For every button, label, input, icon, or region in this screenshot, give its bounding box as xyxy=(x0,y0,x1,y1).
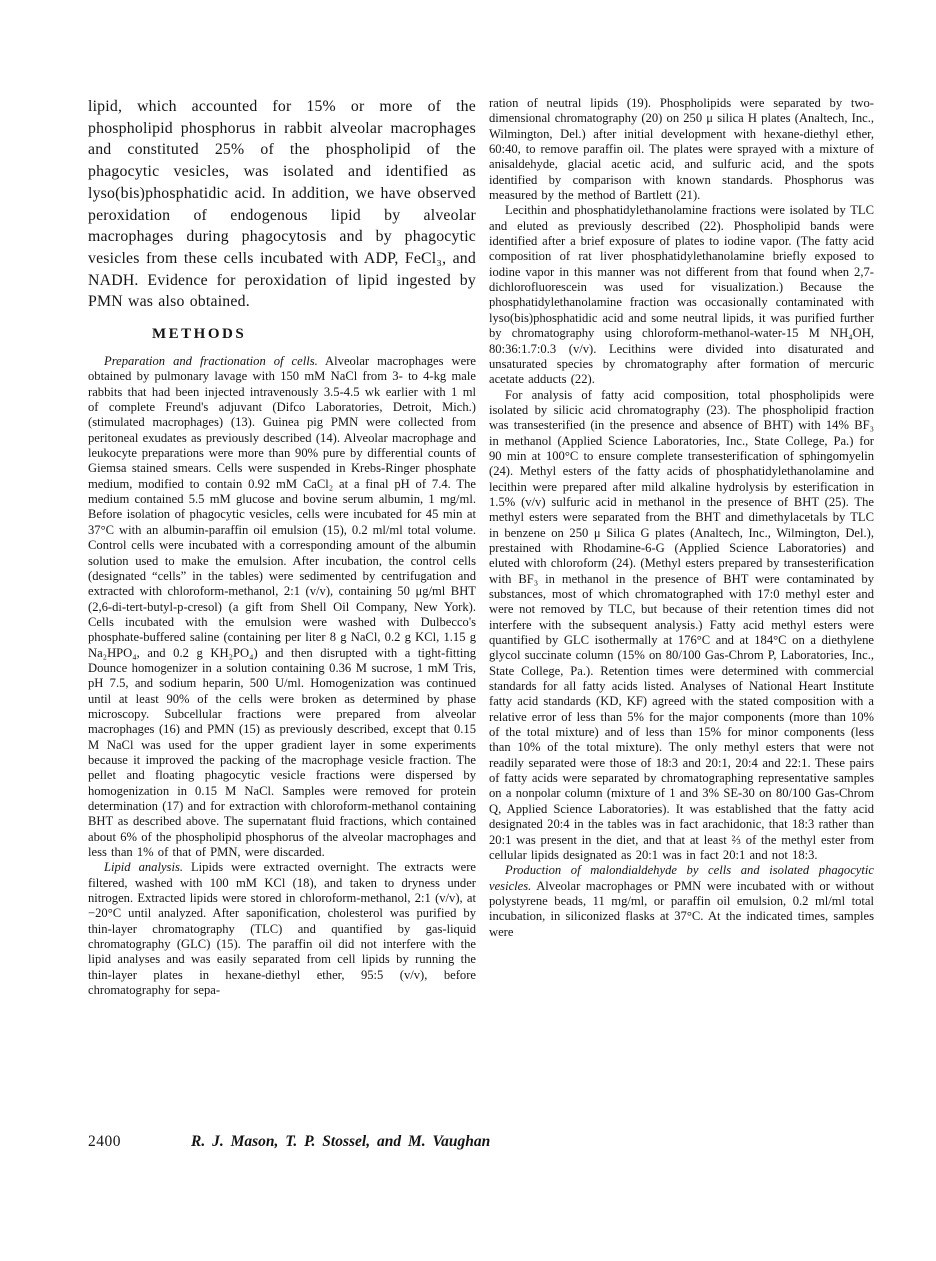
section-heading-methods: METHODS xyxy=(152,326,247,343)
left-column xyxy=(88,96,476,998)
abstract-continuation-paragraph: lipid, which accounted for 15% or more of the phospholipid phosphorus in rabbit alveolar macrophages and constituted 25% of the phospholipid of the phagocytic vesicles, was isolated and identified as lyso(bis)phosphatidic acid. In addition, we have observed peroxidation of endogenous lipid by alveolar macrophages during phagocytosis and by phagocytic vesicles from these cells incubated with ADP, FeCl₃, and NADH. Evidence for peroxidation of lipid ingested by PMN was also obtained. xyxy=(88,98,476,311)
paragraph-text: Alveolar macrophages were obtained by pulmonary lavage with 150 mM NaCl from 3- to 4-kg male rabbits that had been injected intravenously 3.5-4.5 wk earlier with 1 ml of complete Freund's adjuvant (Difco Laboratories, Detroit, Mich.) (stimulated macrophages) (13). Guinea pig PMN were collected from peritoneal exudates as previously described (14). Alveolar macrophage and leukocyte preparations were more than 90% pure by differential counts of Giemsa stained smears. Cells were suspended in Krebs-Ringer phosphate medium, modified to contain 0.92 mM CaCl₂ at a final pH of 7.4. The medium contained 5.5 mM glucose and bovine serum albumin, 1 mg/ml. Before isolation of phagocytic vesicles, cells were incubated for 45 min at 37°C with an albumin-paraffin oil emulsion (15), 0.2 ml/ml total volume. Control cells were incubated with a corresponding amount of the albumin solution used to make the emulsion. After incubation, the control cells (designated “cells” in the tables) were sedimented by centrifugation and extracted with chloroform-methanol, 2:1 (v/v), containing 50 μg/ml BHT (2,6-di-tert-butyl-p-cresol) (a gift from Shell Oil Company, New York). Cells incubated with the emulsion were washed with Dulbecco's phosphate-buffered saline (containing per liter 8 g NaCl, 0.2 g KCl, 1.15 g Na₂HPO₄, and 0.2 g KH₂PO₄) and then disrupted with a tight-fitting Dounce homogenizer in a solution containing 0.36 M sucrose, 1 mM Tris, pH 7.5, and sodium heparin, 500 U/ml. Homogenization was continued until at least 90% of the cells were broken as determined by phase microscopy. Subcellular fractions were prepared from alveolar macrophages (16) and PMN (15) as previously described, except that 0.15 M NaCl was used for the upper gradient layer in some experiments because it improved the packing of the macrophage vesicle fraction. The pellet and floating phagocytic vesicle fractions were dispersed by homogenization in 0.15 M NaCl. Samples were removed for protein determination (17) and for extraction with chloroform-methanol containing BHT as described above. The supernatant fluid fractions, which contained about 6% of the phospholipid phosphorus of the alveolar macrophages and less than 1% of that of PMN, were discarded. xyxy=(88,354,476,860)
page-number: 2400 xyxy=(88,1133,121,1150)
page-footer xyxy=(88,1133,874,1151)
text-columns xyxy=(88,96,874,998)
paragraph xyxy=(88,354,476,860)
paragraph-text: Lecithin and phosphatidylethanolamine fractions were isolated by TLC and eluted as previously described (22). Phospholipid bands were identified after a brief exposure of plates to iodine vapor. (The fatty acid composition of rat liver phosphatidylethanolamine briefly exposed to iodine vapor in this manner was not different from that found when 2,7-dichlorofluorescein was used for visualization.) Because the phosphatidylethanolamine fraction was occasionally contaminated with lyso(bis)phosphatidic acid and some neutral lipids, it was purified further by chromatography using chloroform-methanol-water-15 M NH₄OH, 80:36:1.7:0.3 (v/v). Lecithins were divided into disaturated and unsaturated species by chromatography after formation of mercuric acetate adducts (22). xyxy=(489,203,874,387)
paragraph-text: ration of neutral lipids (19). Phospholipids were separated by two-dimensional chromatography (20) on 250 μ silica H plates (Analtech, Inc., Wilmington, Del.) after initial development with hexane-diethyl ether, 60:40, to remove paraffin oil. The plates were sprayed with a mixture of anisaldehyde, glacial acetic acid, and sulfuric acid, and the spots identified by comparison with known standards. Phosphorus was measured by the method of Bartlett (21). xyxy=(489,96,875,203)
paragraph-text: For analysis of fatty acid composition, total phospholipids were isolated by silicic acid chromatography (23). The phospholipid fraction was transesterified (in the presence and absence of BHT) with 14% BF₃ in methanol (Applied Science Laboratories, Inc., State College, Pa.) for 90 min at 100°C to ensure complete transesterification of sphingomyelin (24). Methyl esters of the fatty acids of phosphatidylethanolamine and lecithin were prepared after mild alkaline hydrolysis by esterification in 1.5% (v/v) sulfuric acid in methanol in the presence of BHT (25). The methyl esters were separated from the BHT and dimethylacetals by TLC in benzene on 250 μ Silica G plates (Analtech, Inc., Wilmington, Del.), prestained with Rhodamine-6-G (Applied Science Laboratories) and eluted with chloroform (24). (Methyl esters prepared by transesterification with BF₃ in methanol in the presence of BHT were contaminated by substances, most of which chromatographed with 17:0 methyl ester and were not removed by TLC, but because of their retention times did not interfere with the subsequent analysis.) Fatty acid methyl esters were quantified by GLC isothermally at 176°C and at 184°C on a diethylene glycol succinate column (15% on 80/100 Gas-Chrom P, Laboratories, Inc., State College, Pa.). Retention times were determined with commercial standards for all fatty acids listed. Analyses of National Heart Institute fatty acid standards (KD, KF) agreed with the stated composition with a relative error of less than 5% for the major components (more than 10% of the total mixture) and of less than 15% for minor components (less than 10% of the total mixture). The only methyl esters that were not readily separated were those of 18:3 and 20:1, 20:4 and 22:1. These pairs of fatty acids were separated by chromatographing representative samples on a nonpolar column (mixture of 1 and 3% SE-30 on 80/100 Gas-Chrom Q, Applied Science Laboratories). It was established that the fatty acid designated 20:4 in the tables was in fact arachidonic, that 18:3 rather than 20:1 was present in the diet, and that at least ⅔ of the methyl ester from cellular lipids designated as 20:1 was in fact 20:1 and not 18:3. xyxy=(489,387,874,862)
paragraph xyxy=(489,388,874,864)
right-column xyxy=(489,96,874,998)
paragraph-lead: Production of malondialdehyde by cells and isolated phagocytic vesicles. xyxy=(489,863,874,893)
paragraph xyxy=(489,863,874,940)
footer-authors: R. J. Mason, T. P. Stossel, and M. Vaughan xyxy=(191,1133,491,1150)
paragraph-text: Lipids were extracted overnight. The extracts were filtered, washed with 100 mM KCl (18), and taken to dryness under nitrogen. Extracted lipids were stored in chloroform-methanol, 2:1 (v/v), at −20°C until analyzed. After saponification, cholesterol was purified by thin-layer chromatography (TLC) and quantified by gas-liquid chromatography (GLC) (15). The paraffin oil did not interfere with the lipid analyses and was easily separated from cell lipids by running the thin-layer plates in hexane-diethyl ether, 95:5 (v/v), before chromatography for sepa- xyxy=(88,860,476,998)
paragraph xyxy=(88,860,476,998)
paragraph-text: Alveolar macrophages or PMN were incubated with or without polystyrene beads, 11 mg/ml, or paraffin oil emulsion, 0.2 ml/ml total incubation, in siliconized flasks at 37°C. At the indicated times, samples were xyxy=(489,878,874,939)
paragraph-lead: Lipid analysis. xyxy=(104,860,183,875)
paragraph xyxy=(489,203,874,387)
paragraph xyxy=(489,96,874,203)
paragraph-lead: Preparation and fractionation of cells. xyxy=(104,354,318,369)
